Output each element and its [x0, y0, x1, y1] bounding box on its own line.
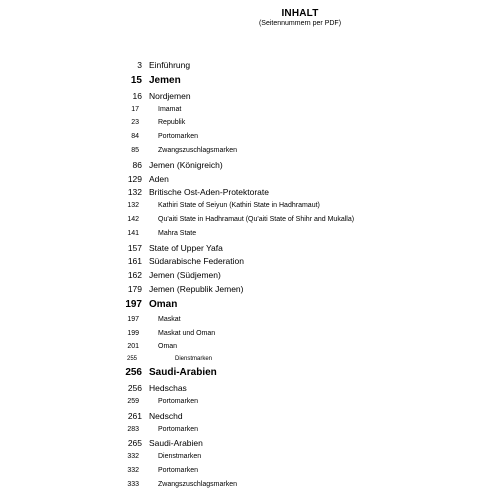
toc-entry[interactable] — [0, 354, 500, 364]
toc-entry-label: Mahra State — [158, 229, 197, 237]
toc-entry[interactable] — [0, 227, 500, 241]
toc-page-number: 197 — [125, 298, 142, 310]
toc-entry[interactable] — [0, 364, 500, 381]
toc-entry[interactable] — [0, 464, 500, 478]
toc-page-number: 265 — [127, 438, 142, 449]
toc-entry-label: Jemen (Republik Jemen) — [149, 283, 244, 294]
toc-entry-label: Oman — [158, 343, 178, 351]
toc-entry[interactable] — [0, 185, 500, 199]
toc-page-number: 255 — [126, 356, 137, 363]
toc-entry-label: Dienstmarken — [175, 356, 213, 363]
toc-entry-label: Hedschas — [149, 383, 187, 394]
toc-page-number: 261 — [127, 410, 142, 421]
toc-entry[interactable] — [0, 72, 500, 89]
toc-entry-label: Einführung — [149, 60, 191, 70]
toc-entry[interactable] — [0, 478, 500, 492]
toc-page-number: 129 — [127, 173, 142, 184]
toc-page-number: 16 — [132, 90, 142, 101]
toc-entry[interactable] — [0, 213, 500, 227]
toc-entry[interactable] — [0, 89, 500, 103]
toc-entry[interactable] — [0, 313, 500, 327]
toc-entry-label: Jemen (Königreich) — [149, 159, 223, 170]
toc-entry-label: Aden — [149, 173, 169, 184]
toc-page-number: 15 — [130, 74, 142, 86]
toc-entry-label: Nedschd — [149, 410, 183, 421]
toc-entry-label: Portomarken — [158, 133, 199, 141]
toc-entry-label: Qu'aiti State in Hadhramaut (Qu'aiti State of Shihr and Mukalla) — [158, 215, 355, 223]
toc-page-number: 157 — [127, 242, 142, 253]
toc-page-number: 179 — [127, 283, 142, 294]
toc-entry-label: Nordjemen — [149, 90, 191, 101]
toc-entry[interactable] — [0, 199, 500, 213]
page-title: INHALT — [281, 8, 319, 19]
toc-page-number: 283 — [127, 425, 139, 433]
toc-entry-label: Maskat und Oman — [158, 329, 216, 337]
toc-entry-label: Dienstmarken — [158, 453, 202, 461]
toc-page-number: 161 — [127, 256, 142, 267]
toc-entry[interactable] — [0, 144, 500, 158]
toc-entry-label: Südarabische Federation — [149, 256, 244, 267]
toc-page-number: 332 — [127, 453, 139, 461]
toc-entry[interactable] — [0, 158, 500, 172]
toc-page-number: 17 — [131, 105, 139, 113]
toc-page-number: 259 — [127, 397, 139, 405]
toc-entry-label: Maskat — [158, 315, 181, 323]
toc-entry[interactable] — [0, 381, 500, 395]
toc-page-number: 86 — [132, 159, 142, 170]
toc-page-number: 85 — [131, 146, 139, 154]
toc-entry-label: State of Upper Yafa — [149, 242, 223, 253]
toc-page-number: 132 — [127, 202, 139, 210]
toc-entry-label: Imamat — [158, 105, 182, 113]
toc-entry-label: Portomarken — [158, 397, 199, 405]
toc-entry[interactable] — [0, 241, 500, 255]
toc-entry-label: Zwangszuschlagsmarken — [158, 146, 237, 154]
toc-entry[interactable] — [0, 58, 500, 72]
toc-entry[interactable] — [0, 268, 500, 282]
toc-entry[interactable] — [0, 282, 500, 296]
toc-page-number: 199 — [127, 329, 139, 337]
page-subtitle: (Seitennummern per PDF) — [258, 20, 342, 27]
toc-entry[interactable] — [0, 450, 500, 464]
toc-page-number: 132 — [127, 187, 142, 198]
toc-entry-label: Portomarken — [158, 425, 199, 433]
toc-entry-label: Saudi-Arabien — [149, 438, 203, 449]
toc-entry[interactable] — [0, 103, 500, 117]
toc-entry[interactable] — [0, 172, 500, 186]
toc-page-number: 332 — [127, 466, 139, 474]
toc-page-number: 142 — [127, 215, 139, 223]
toc-page-number: 333 — [127, 480, 139, 488]
toc-entry-label: Zwangszuschlagsmarken — [158, 480, 237, 488]
toc-entry[interactable] — [0, 327, 500, 341]
toc-entry[interactable] — [0, 296, 500, 313]
toc-entry[interactable] — [0, 116, 500, 130]
toc-entry-label: Britische Ost-Aden-Protektorate — [149, 187, 269, 198]
toc-entry[interactable] — [0, 395, 500, 409]
toc-entry-label: Oman — [149, 298, 178, 310]
toc-page-number: 3 — [137, 60, 142, 70]
toc-entry-label: Portomarken — [158, 466, 199, 474]
toc-entry[interactable] — [0, 130, 500, 144]
toc-entry-label: Republik — [158, 119, 186, 127]
toc-entry-label: Jemen — [149, 74, 181, 86]
toc-entry[interactable] — [0, 254, 500, 268]
toc-entry[interactable] — [0, 409, 500, 423]
toc-page-number: 197 — [127, 315, 139, 323]
toc-entry-label: Kathiri State of Seiyun (Kathiri State in Hadhramaut) — [158, 202, 320, 210]
toc-page-number: 84 — [131, 133, 139, 141]
toc-page-number: 162 — [127, 270, 142, 281]
toc-page-number: 23 — [131, 119, 139, 127]
toc-entry-label: Saudi-Arabien — [149, 367, 217, 379]
table-of-contents — [0, 58, 500, 492]
toc-entry[interactable] — [0, 436, 500, 450]
toc-page-number: 201 — [127, 343, 139, 351]
toc-entry[interactable] — [0, 423, 500, 437]
toc-entry-label: Jemen (Südjemen) — [149, 270, 221, 281]
toc-page-number: 141 — [127, 229, 139, 237]
toc-entry[interactable] — [0, 340, 500, 354]
toc-header — [0, 8, 500, 27]
toc-page-number: 256 — [127, 383, 142, 394]
toc-page-number: 256 — [125, 367, 142, 379]
